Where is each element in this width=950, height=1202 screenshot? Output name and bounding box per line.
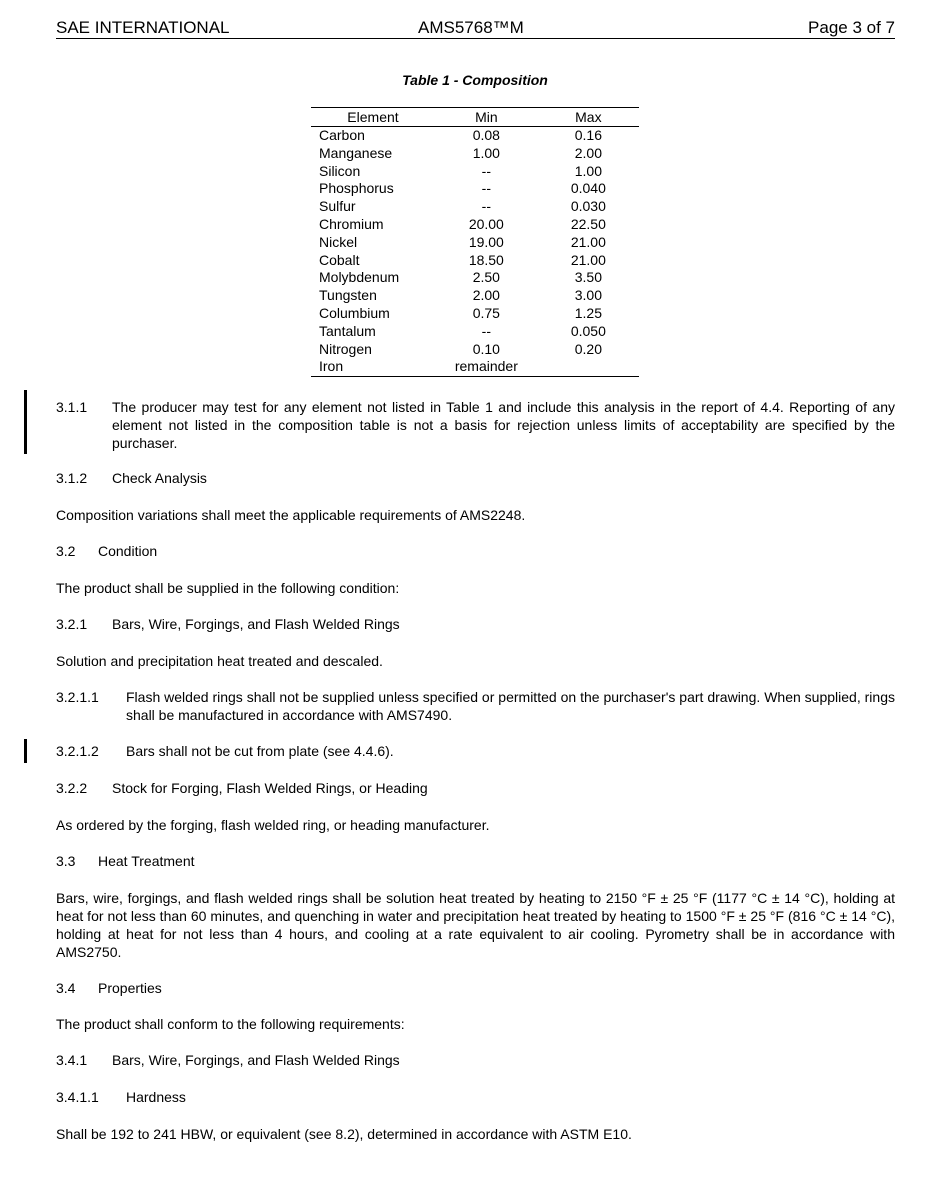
section-number: 3.2.1.1: [56, 689, 99, 705]
cell-max: 1.00: [574, 162, 602, 179]
cell-element: Cobalt: [319, 251, 360, 268]
cell-max: [538, 358, 639, 376]
section-number: 3.2.2: [56, 780, 88, 796]
change-bar: [24, 390, 27, 454]
cell-element: Nickel: [319, 233, 358, 250]
heat-treatment-paragraph: Bars, wire, forgings, and flash welded rings shall be solution heat treated by heating to 2150 °F ± 25 °F (1177 °C ± 14 °C), holding at heat for not less than 60 minutes, and quenching in water and precipitation heat treated by heating to 1500 °F ± 25 °F (816 °C ± 14 °C), holding at heat for not less than 4 hours, and cooling at a rate equivalent to air cooling. Pyrometry shall be in accordance with AMS2750.: [56, 890, 895, 960]
paragraph: Composition variations shall meet the applicable requirements of AMS2248.: [56, 507, 526, 523]
cell-min: --: [481, 162, 491, 179]
cell-max: 3.50: [574, 269, 602, 286]
cell-min: 18.50: [468, 251, 504, 268]
cell-max: 22.50: [570, 215, 606, 232]
section-number: 3.4.1: [56, 1052, 88, 1068]
paragraph: As ordered by the forging, flash welded ring, or heading manufacturer.: [56, 817, 490, 833]
table-row: [311, 216, 639, 234]
table-row: [311, 163, 639, 181]
table-row: [311, 287, 639, 305]
section-heading: Condition: [98, 543, 158, 559]
column-header-element: Element: [311, 108, 435, 127]
paragraph: Solution and precipitation heat treated and descaled.: [56, 653, 383, 669]
cell-element: Chromium: [319, 215, 384, 232]
cell-min: remainder: [435, 358, 538, 376]
cell-element: Sulfur: [319, 198, 356, 215]
cell-max: 21.00: [570, 233, 606, 250]
cell-min: 0.10: [472, 340, 500, 357]
section-number: 3.1.2: [56, 470, 88, 486]
header-org: SAE INTERNATIONAL: [56, 18, 230, 37]
composition-table: [311, 107, 639, 377]
cell-min: --: [481, 322, 491, 339]
section-heading: Properties: [98, 980, 162, 996]
header-doc-id: AMS5768™M: [418, 18, 524, 37]
table-header-row: [311, 108, 639, 127]
table-row: [311, 180, 639, 198]
cell-min: --: [481, 180, 491, 197]
section-number: 3.4.1.1: [56, 1089, 99, 1105]
cell-max: 21.00: [570, 251, 606, 268]
section-3-1-1-text: The producer may test for any element not listed in Table 1 and include this analysis in the report of 4.4. Reporting of any element not listed in the composition table is not a basis for rejection unless limits of acceptability are specified by the purchaser.: [112, 399, 895, 451]
section-heading: Heat Treatment: [98, 853, 195, 869]
table-row: [311, 305, 639, 323]
cell-max: 0.20: [574, 340, 602, 357]
cell-min: 2.50: [472, 269, 500, 286]
cell-max: 3.00: [574, 287, 602, 304]
section-number: 3.2.1.2: [56, 743, 99, 759]
section-heading: Hardness: [126, 1089, 186, 1105]
section-number: 3.2.1: [56, 616, 88, 632]
table-row: [311, 145, 639, 163]
table-row: [311, 127, 639, 145]
change-bar: [24, 739, 27, 763]
table-row: [311, 269, 639, 287]
cell-element: Molybdenum: [319, 269, 400, 286]
section-heading: Check Analysis: [112, 470, 207, 486]
header-page-number: Page 3 of 7: [808, 18, 895, 37]
cell-min: 0.75: [472, 304, 500, 321]
cell-element: Columbium: [319, 304, 390, 321]
cell-min: 0.08: [472, 127, 500, 143]
section-heading: Stock for Forging, Flash Welded Rings, or Heading: [112, 780, 428, 796]
paragraph: The product shall conform to the following requirements:: [56, 1016, 405, 1032]
cell-element: Carbon: [319, 127, 365, 143]
section-3-2-1-2-text: Bars shall not be cut from plate (see 4.4.6).: [126, 743, 394, 759]
cell-element: Nitrogen: [319, 340, 372, 357]
cell-element: Iron: [311, 358, 435, 376]
page-header: [56, 18, 895, 39]
cell-element: Tungsten: [319, 287, 377, 304]
cell-min: 19.00: [468, 233, 504, 250]
cell-max: 0.050: [570, 322, 606, 339]
section-3-2-1-1-text: Flash welded rings shall not be supplied unless specified or permitted on the purchaser's part drawing. When supplied, rings shall be manufactured in accordance with AMS7490.: [126, 689, 895, 723]
section-number: 3.3: [56, 853, 76, 869]
section-heading: Bars, Wire, Forgings, and Flash Welded Rings: [112, 1052, 400, 1068]
table-row: [311, 323, 639, 341]
cell-element: Phosphorus: [319, 180, 394, 197]
table-row: [311, 341, 639, 359]
cell-min: 20.00: [468, 215, 504, 232]
section-number: 3.4: [56, 980, 76, 996]
paragraph: Shall be 192 to 241 HBW, or equivalent (see 8.2), determined in accordance with ASTM E10.: [56, 1126, 632, 1142]
table-row: [311, 252, 639, 270]
cell-max: 0.040: [570, 180, 606, 197]
cell-element: Tantalum: [319, 322, 376, 339]
paragraph: The product shall be supplied in the following condition:: [56, 580, 400, 596]
cell-element: Manganese: [319, 144, 393, 161]
cell-min: --: [481, 198, 491, 215]
column-header-min: Min: [435, 108, 538, 127]
cell-min: 2.00: [472, 287, 500, 304]
table-row: [311, 234, 639, 252]
cell-max: 0.030: [570, 198, 606, 215]
table-title: Table 1 - Composition: [402, 72, 548, 88]
table-row: [311, 358, 639, 376]
section-number: 3.2: [56, 543, 76, 559]
cell-max: 1.25: [574, 304, 602, 321]
cell-element: Silicon: [319, 162, 361, 179]
table-row: [311, 198, 639, 216]
cell-min: 1.00: [472, 144, 500, 161]
section-heading: Bars, Wire, Forgings, and Flash Welded Rings: [112, 616, 400, 632]
column-header-max: Max: [538, 108, 639, 127]
cell-max: 2.00: [574, 144, 602, 161]
section-number: 3.1.1: [56, 399, 88, 415]
cell-max: 0.16: [574, 127, 602, 143]
